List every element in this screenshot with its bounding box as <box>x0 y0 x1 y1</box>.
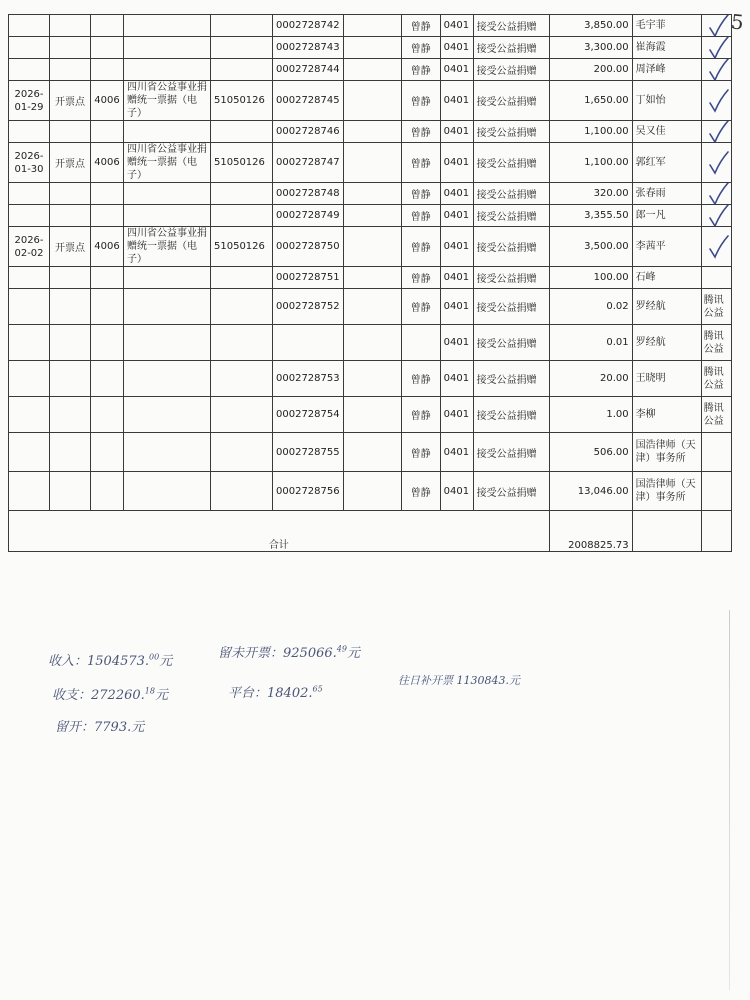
ticket-type-cell <box>124 59 211 81</box>
number-cell: 0002728753 <box>273 361 344 397</box>
amount-cell: 3,355.50 <box>549 205 632 227</box>
amount-cell: 3,300.00 <box>549 37 632 59</box>
payer-cell: 国浩律师（天津）事务所 <box>632 433 701 472</box>
handler-cell: 曾静 <box>401 121 440 143</box>
handler-cell: 曾静 <box>401 143 440 183</box>
code-cell <box>91 205 124 227</box>
handler-cell: 曾静 <box>401 205 440 227</box>
pending-note: 留开：7793.元 <box>55 720 145 735</box>
remark-cell: 腾讯公益 <box>701 289 731 325</box>
blank-cell <box>343 205 401 227</box>
table-row <box>9 433 732 472</box>
number-cell: 0002728750 <box>273 227 344 267</box>
ticket-type-cell <box>124 433 211 472</box>
item-cell: 接受公益捐赠 <box>473 205 549 227</box>
point-cell <box>50 325 91 361</box>
item-cell: 接受公益捐赠 <box>473 433 549 472</box>
point-cell <box>50 205 91 227</box>
remark-cell: 腾讯公益 <box>701 397 731 433</box>
payer-cell: 丁如怡 <box>632 81 701 121</box>
ticket-type-cell <box>124 183 211 205</box>
payer-cell: 罗经航 <box>632 325 701 361</box>
number-cell: 0002728754 <box>273 397 344 433</box>
item-cell: 接受公益捐赠 <box>473 361 549 397</box>
ticket-type-cell <box>124 267 211 289</box>
ticket-type-cell <box>124 205 211 227</box>
blank-cell <box>343 267 401 289</box>
past-issued-note: 往日补开票 1130843.元 <box>398 674 520 687</box>
scan-edge-shadow <box>729 610 730 990</box>
handler-cell: 曾静 <box>401 361 440 397</box>
item-cell: 接受公益捐赠 <box>473 289 549 325</box>
blank-cell <box>343 325 401 361</box>
checkmark-icon <box>708 233 730 261</box>
ticket-type-cell: 四川省公益事业捐赠统一票据（电子） <box>124 81 211 121</box>
handler-cell: 曾静 <box>401 267 440 289</box>
handler-cell: 曾静 <box>401 37 440 59</box>
blank-cell <box>343 227 401 267</box>
remark-cell: 腾讯公益 <box>701 325 731 361</box>
number-cell: 0002728749 <box>273 205 344 227</box>
blank-cell <box>343 361 401 397</box>
blank-cell <box>343 433 401 472</box>
payer-cell: 郭红军 <box>632 143 701 183</box>
blank-cell <box>343 289 401 325</box>
number-cell: 0002728756 <box>273 472 344 511</box>
category-cell: 0401 <box>440 81 473 121</box>
item-cell: 接受公益捐赠 <box>473 227 549 267</box>
number-cell: 0002728745 <box>273 81 344 121</box>
item-cell: 接受公益捐赠 <box>473 59 549 81</box>
item-cell: 接受公益捐赠 <box>473 121 549 143</box>
code-cell <box>91 15 124 37</box>
amount-cell: 506.00 <box>549 433 632 472</box>
blank-cell <box>343 59 401 81</box>
category-cell: 0401 <box>440 472 473 511</box>
ticket-type-cell: 四川省公益事业捐赠统一票据（电子） <box>124 227 211 267</box>
handler-cell: 曾静 <box>401 433 440 472</box>
handler-cell <box>401 325 440 361</box>
table-row <box>9 361 732 397</box>
handler-cell: 曾静 <box>401 59 440 81</box>
checkmark-icon <box>708 183 730 205</box>
code-cell <box>91 472 124 511</box>
amount-cell: 3,500.00 <box>549 227 632 267</box>
batch-cell <box>211 121 273 143</box>
point-cell <box>50 15 91 37</box>
category-cell: 0401 <box>440 397 473 433</box>
date-cell <box>9 361 50 397</box>
number-cell: 0002728748 <box>273 183 344 205</box>
ledger-table <box>8 14 732 552</box>
checkmark-icon <box>708 37 730 59</box>
point-cell <box>50 37 91 59</box>
remark-cell <box>701 59 731 81</box>
category-cell: 0401 <box>440 183 473 205</box>
item-cell: 接受公益捐赠 <box>473 15 549 37</box>
date-cell <box>9 397 50 433</box>
total-row <box>9 511 732 552</box>
payer-cell: 罗经航 <box>632 289 701 325</box>
blank-cell <box>343 472 401 511</box>
category-cell: 0401 <box>440 267 473 289</box>
point-cell <box>50 472 91 511</box>
code-cell <box>91 433 124 472</box>
remark-cell: 腾讯公益 <box>701 361 731 397</box>
amount-cell: 13,046.00 <box>549 472 632 511</box>
item-cell: 接受公益捐赠 <box>473 81 549 121</box>
ticket-type-cell <box>124 37 211 59</box>
blank-cell <box>343 15 401 37</box>
table-row <box>9 397 732 433</box>
payer-cell: 王晓明 <box>632 361 701 397</box>
payer-cell: 吴又佳 <box>632 121 701 143</box>
amount-cell: 1,650.00 <box>549 81 632 121</box>
item-cell: 接受公益捐赠 <box>473 397 549 433</box>
code-cell <box>91 59 124 81</box>
table-row <box>9 289 732 325</box>
table-row <box>9 205 732 227</box>
balance-note: 平台：18402.65 <box>228 684 323 701</box>
table-row <box>9 15 732 37</box>
checkmark-icon <box>708 87 730 115</box>
batch-cell <box>211 361 273 397</box>
category-cell: 0401 <box>440 143 473 183</box>
category-cell: 0401 <box>440 37 473 59</box>
handler-cell: 曾静 <box>401 15 440 37</box>
code-cell <box>91 183 124 205</box>
point-cell <box>50 267 91 289</box>
point-cell <box>50 289 91 325</box>
remark-cell <box>701 81 731 121</box>
date-cell: 2026-02-02 <box>9 227 50 267</box>
date-cell <box>9 15 50 37</box>
handler-cell: 曾静 <box>401 289 440 325</box>
category-cell: 0401 <box>440 121 473 143</box>
amount-cell: 1,100.00 <box>549 121 632 143</box>
checkmark-icon <box>708 59 730 81</box>
remark-cell <box>701 472 731 511</box>
handler-cell: 曾静 <box>401 183 440 205</box>
number-cell <box>273 325 344 361</box>
date-cell <box>9 267 50 289</box>
checkmark-icon <box>708 121 730 143</box>
table-row <box>9 472 732 511</box>
remark-cell <box>701 143 731 183</box>
item-cell: 接受公益捐赠 <box>473 183 549 205</box>
ticket-type-cell <box>124 121 211 143</box>
batch-cell <box>211 205 273 227</box>
ticket-type-cell <box>124 15 211 37</box>
ticket-type-cell <box>124 289 211 325</box>
handler-cell: 曾静 <box>401 472 440 511</box>
table-row <box>9 227 732 267</box>
payer-cell: 周泽峰 <box>632 59 701 81</box>
batch-cell <box>211 289 273 325</box>
batch-cell: 51050126 <box>211 81 273 121</box>
number-cell: 0002728747 <box>273 143 344 183</box>
remark-cell <box>701 37 731 59</box>
payer-cell: 李柳 <box>632 397 701 433</box>
payer-cell: 张春雨 <box>632 183 701 205</box>
point-cell <box>50 433 91 472</box>
income-note: 收入：1504573.00元 <box>48 652 173 669</box>
amount-cell: 0.01 <box>549 325 632 361</box>
code-cell <box>91 397 124 433</box>
remark-cell <box>701 227 731 267</box>
point-cell: 开票点 <box>50 81 91 121</box>
table-row <box>9 183 732 205</box>
batch-cell <box>211 267 273 289</box>
remark-cell <box>701 15 731 37</box>
number-cell: 0002728743 <box>273 37 344 59</box>
number-cell: 0002728742 <box>273 15 344 37</box>
batch-cell <box>211 472 273 511</box>
batch-cell <box>211 183 273 205</box>
code-cell <box>91 289 124 325</box>
point-cell <box>50 361 91 397</box>
number-cell: 0002728746 <box>273 121 344 143</box>
date-cell <box>9 325 50 361</box>
ticket-type-cell: 四川省公益事业捐赠统一票据（电子） <box>124 143 211 183</box>
table-row <box>9 59 732 81</box>
handler-cell: 曾静 <box>401 227 440 267</box>
point-cell <box>50 121 91 143</box>
table-row <box>9 267 732 289</box>
item-cell: 接受公益捐赠 <box>473 267 549 289</box>
payer-cell: 国浩律师（天津）事务所 <box>632 472 701 511</box>
blank-cell <box>343 143 401 183</box>
point-cell <box>50 397 91 433</box>
number-cell: 0002728744 <box>273 59 344 81</box>
item-cell: 接受公益捐赠 <box>473 472 549 511</box>
checkmark-icon <box>708 149 730 177</box>
ticket-type-cell <box>124 361 211 397</box>
table-row <box>9 143 732 183</box>
date-cell <box>9 289 50 325</box>
item-cell: 接受公益捐赠 <box>473 325 549 361</box>
number-cell: 0002728752 <box>273 289 344 325</box>
point-cell <box>50 59 91 81</box>
remark-cell <box>701 121 731 143</box>
code-cell <box>91 361 124 397</box>
ticket-type-cell <box>124 472 211 511</box>
blank-cell <box>343 397 401 433</box>
total-amount: 2008825.73 <box>549 511 632 552</box>
amount-cell: 320.00 <box>549 183 632 205</box>
amount-cell: 1.00 <box>549 397 632 433</box>
number-cell: 0002728755 <box>273 433 344 472</box>
amount-cell: 100.00 <box>549 267 632 289</box>
category-cell: 0401 <box>440 205 473 227</box>
amount-cell: 0.02 <box>549 289 632 325</box>
payer-cell: 毛宇菲 <box>632 15 701 37</box>
table-row <box>9 37 732 59</box>
category-cell: 0401 <box>440 15 473 37</box>
category-cell: 0401 <box>440 433 473 472</box>
category-cell: 0401 <box>440 59 473 81</box>
blank-cell <box>343 81 401 121</box>
date-cell <box>9 472 50 511</box>
date-cell <box>9 59 50 81</box>
batch-cell <box>211 397 273 433</box>
blank-cell <box>343 37 401 59</box>
ticket-type-cell <box>124 325 211 361</box>
table-row <box>9 325 732 361</box>
date-cell <box>9 183 50 205</box>
wechat-note: 收支：272260.18元 <box>52 686 168 703</box>
batch-cell <box>211 59 273 81</box>
ticket-type-cell <box>124 397 211 433</box>
batch-cell: 51050126 <box>211 227 273 267</box>
date-cell <box>9 37 50 59</box>
date-cell <box>9 121 50 143</box>
handler-cell: 曾静 <box>401 81 440 121</box>
batch-cell: 51050126 <box>211 143 273 183</box>
page-number: 5 <box>730 9 746 35</box>
code-cell <box>91 325 124 361</box>
payer-cell: 石峰 <box>632 267 701 289</box>
code-cell: 4006 <box>91 143 124 183</box>
date-cell: 2026-01-30 <box>9 143 50 183</box>
ledger-body <box>9 15 732 511</box>
remark-cell <box>701 183 731 205</box>
point-cell <box>50 183 91 205</box>
amount-cell: 1,100.00 <box>549 143 632 183</box>
batch-cell <box>211 433 273 472</box>
payer-cell: 崔海霞 <box>632 37 701 59</box>
point-cell: 开票点 <box>50 143 91 183</box>
not-issued-note: 留未开票：925066.49元 <box>218 644 360 661</box>
amount-cell: 3,850.00 <box>549 15 632 37</box>
code-cell <box>91 267 124 289</box>
payer-cell: 李茜平 <box>632 227 701 267</box>
item-cell: 接受公益捐赠 <box>473 37 549 59</box>
remark-cell <box>701 433 731 472</box>
amount-cell: 20.00 <box>549 361 632 397</box>
total-label: 合计 <box>9 511 550 552</box>
handler-cell: 曾静 <box>401 397 440 433</box>
payer-cell: 郎一凡 <box>632 205 701 227</box>
batch-cell <box>211 37 273 59</box>
blank-cell <box>343 183 401 205</box>
category-cell: 0401 <box>440 289 473 325</box>
amount-cell: 200.00 <box>549 59 632 81</box>
batch-cell <box>211 325 273 361</box>
batch-cell <box>211 15 273 37</box>
category-cell: 0401 <box>440 227 473 267</box>
date-cell: 2026-01-29 <box>9 81 50 121</box>
category-cell: 0401 <box>440 325 473 361</box>
checkmark-icon <box>708 15 730 37</box>
code-cell: 4006 <box>91 227 124 267</box>
date-cell <box>9 205 50 227</box>
item-cell: 接受公益捐赠 <box>473 143 549 183</box>
code-cell: 4006 <box>91 81 124 121</box>
checkmark-icon <box>708 205 730 227</box>
number-cell: 0002728751 <box>273 267 344 289</box>
table-row <box>9 81 732 121</box>
code-cell <box>91 37 124 59</box>
date-cell <box>9 433 50 472</box>
total-remark-cell <box>701 511 731 552</box>
category-cell: 0401 <box>440 361 473 397</box>
code-cell <box>91 121 124 143</box>
remark-cell <box>701 267 731 289</box>
total-payer-cell <box>632 511 701 552</box>
point-cell: 开票点 <box>50 227 91 267</box>
remark-cell <box>701 205 731 227</box>
blank-cell <box>343 121 401 143</box>
table-row <box>9 121 732 143</box>
